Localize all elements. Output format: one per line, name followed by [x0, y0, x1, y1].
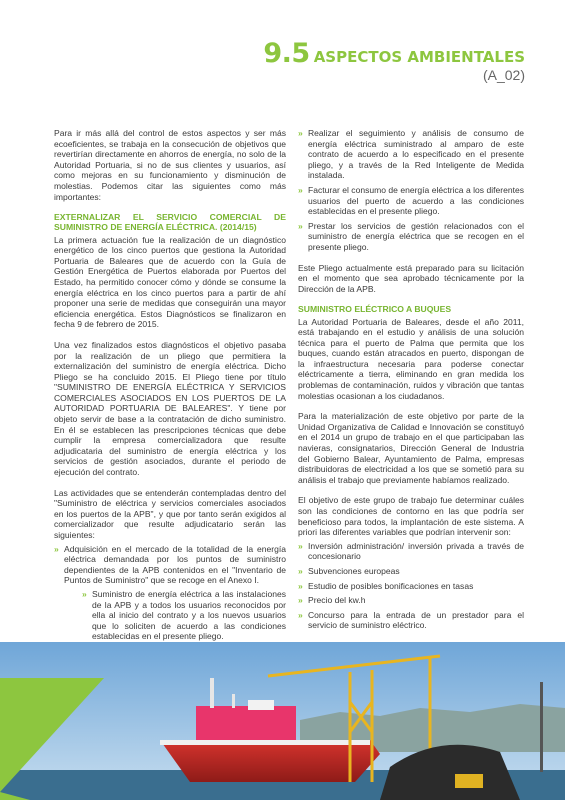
- list-item-text: Realizar el seguimiento y análisis de consumo de energía eléctrica suministrado al amparo de este contrato de acuerdo a lo especificado en el presente pliego, y a través de la Red Inteligente de Medida instalada.: [308, 128, 524, 181]
- activities-list-continued: [298, 128, 524, 253]
- right-column: [298, 128, 524, 672]
- bullet-icon: »: [298, 609, 303, 620]
- bullet-icon: »: [54, 543, 59, 554]
- list-item-text: Facturar el consumo de energía eléctrica a los diferentes usuarios del puerto de acuerdo a las condiciones establecidas en el presente pliego.: [308, 184, 524, 217]
- section-number: 9.5: [263, 38, 310, 69]
- list-item: [298, 610, 524, 631]
- light-pole: [540, 682, 543, 772]
- list-item: [298, 221, 524, 253]
- list-item-text: Estudio de posibles bonificaciones en tasas: [308, 580, 474, 591]
- port-illustration: [0, 642, 565, 800]
- bullet-icon: »: [298, 580, 303, 591]
- left-column: [54, 128, 286, 687]
- bullet-icon: »: [298, 220, 303, 231]
- section-title: ASPECTOS AMBIENTALES: [313, 48, 525, 66]
- list-item: [82, 589, 286, 642]
- loader-vehicle: [455, 774, 483, 788]
- subsection-heading-externalizar: EXTERNALIZAR EL SERVICIO COMERCIAL DE SUMINISTRO DE ENERGÍA ELÉCTRICA. (2014/15): [54, 212, 286, 233]
- list-item-text: Prestar los servicios de gestión relacionados con el suministro de energía eléctrica que se recogen en el presente pliego.: [308, 220, 524, 252]
- list-item: [298, 128, 524, 181]
- list-item-text: Inversión administración/ inversión privada a través de concesionario: [308, 540, 524, 562]
- bullet-icon: »: [298, 184, 303, 195]
- list-item-text: Precio del kw.h: [308, 595, 366, 606]
- intro-paragraph: Para ir más allá del control de estos aspectos y ser más ecoeficientes, se trabaja en la consecución de objetivos que revertirían directamente en ahorros de energía, no solo de la Autoridad Portuaria, si no de sus clientes y usuarios, así como mejoras en su funcionamiento y disminución de molestias. Podemos citar las siguientes como más importantes:: [54, 128, 286, 202]
- list-item: [298, 595, 524, 606]
- list-item: [298, 541, 524, 562]
- bullet-icon: »: [298, 565, 303, 576]
- section-code: (A_02): [482, 67, 525, 83]
- paragraph: Las actividades que se entenderán contempladas dentro del "Suministro de eléctrica y servicios comerciales asociados en los puertos de la APB", y que por tanto serán exigidos al comercializador que resulte adjudicatario serán las siguientes:: [54, 487, 286, 540]
- section-header: [263, 38, 525, 83]
- port-ship-photo: [0, 642, 565, 800]
- paragraph: Para la materialización de este objetivo por parte de la Unidad Organizativa de Calidad e Innovación se constituyó en el 2014 un grupo de trabajo en el que participaban las navieras, consignatarios, Dirección General de Industria del Gobierno Balear, Ayuntamiento de Palma, empresas distribuidoras de electricidad a los que se sometió para su análisis el trabajo que previamente habíamos realizado.: [298, 411, 524, 485]
- paragraph: Una vez finalizados estos diagnósticos el objetivo pasaba por la realización de un pliego que permitiera la externalización del suministro de energía eléctrica. Dicho Pliego se ha concluido 2015. El Pliego tiene por título "SUMINISTRO DE ENERGÍA ELÉCTRICA Y SERVICIOS COMERCIALES ASOCIADOS EN LOS PUERTOS DE LA AUTORIDAD PORTUARIA DE BALEARES". Y tiene por objeto servir de base a la contratación de dicho suministro. En él se establecen las prescripciones técnicas que debe cumplir la empresa comercializadora que resulte adjudicataria del suministro de energía eléctrica y los servicios de gestión asociados, durante el periodo de ejecución del contrato.: [54, 339, 286, 478]
- list-item-text: Concurso para la entrada de un prestador para el servicio de suministro eléctrico.: [308, 609, 524, 631]
- paragraph: Este Pliego actualmente está preparado para su licitación en el momento que sea aprobado técnicamente por la Dirección de la APB.: [298, 262, 524, 294]
- list-item: [298, 581, 524, 592]
- bullet-icon: »: [298, 540, 303, 551]
- list-item: [298, 185, 524, 217]
- paragraph: El objetivo de este grupo de trabajo fue determinar cuáles son las condiciones de contorno en las que podría ser beneficioso para todos, la implantación de este sistema. A priori las diferentes variables que podrían intervenir son:: [298, 495, 524, 538]
- bullet-icon: »: [298, 128, 303, 138]
- paragraph: La Autoridad Portuaria de Baleares, desde el año 2011, está trabajando en el estudio y análisis de una solución técnica para el puerto de Palma que permita que los buques, cuando están atracados en puerto, dispongan de la infraestructura necesaria para poderse conectar eléctricamente a tierra, eliminando en gran medida los problemas de contaminación, ruidos y vibración que tantas molestias ocasionan a los ciudadanos.: [298, 316, 524, 401]
- paragraph: La primera actuación fue la realización de un diagnóstico energético de los cinco puertos que gestiona la Autoridad Portuaria de Baleares que de acuerdo con la Guía de Gestión Energética de Puertos elaborada por Puertos del Estado, ha permitido conocer cómo y dónde se consume la energía eléctrica en los cinco puertos para a partir de ahí proponer una serie de medidas que conseguirán una mayor eficiencia energética. Estos Diagnósticos se finalizaron en fecha 9 de febrero de 2015.: [54, 234, 286, 330]
- variables-list: [298, 541, 524, 631]
- subsection-heading-buques: SUMINISTRO ELÉCTRICO A BUQUES: [298, 304, 452, 315]
- bullet-icon: »: [82, 588, 87, 599]
- list-item-text: Adquisición en el mercado de la totalidad de la energía eléctrica demandada por los puntos de suministro dependientes de la APB contenidos en el "Inventario de Puntos de Suministro" que se recoge en el Anexo I.: [64, 543, 286, 586]
- list-item: [298, 566, 524, 577]
- list-item-text: Suministro de energía eléctrica a las instalaciones de la APB y a todos los usuarios reconocidos por ella al inicio del contrato y a los nuevos usuarios que lo soliciten de acuerdo a las condiciones establecidas en el presente pliego.: [92, 588, 286, 642]
- list-item-text: Subvenciones europeas: [308, 565, 400, 576]
- bullet-icon: »: [298, 595, 303, 606]
